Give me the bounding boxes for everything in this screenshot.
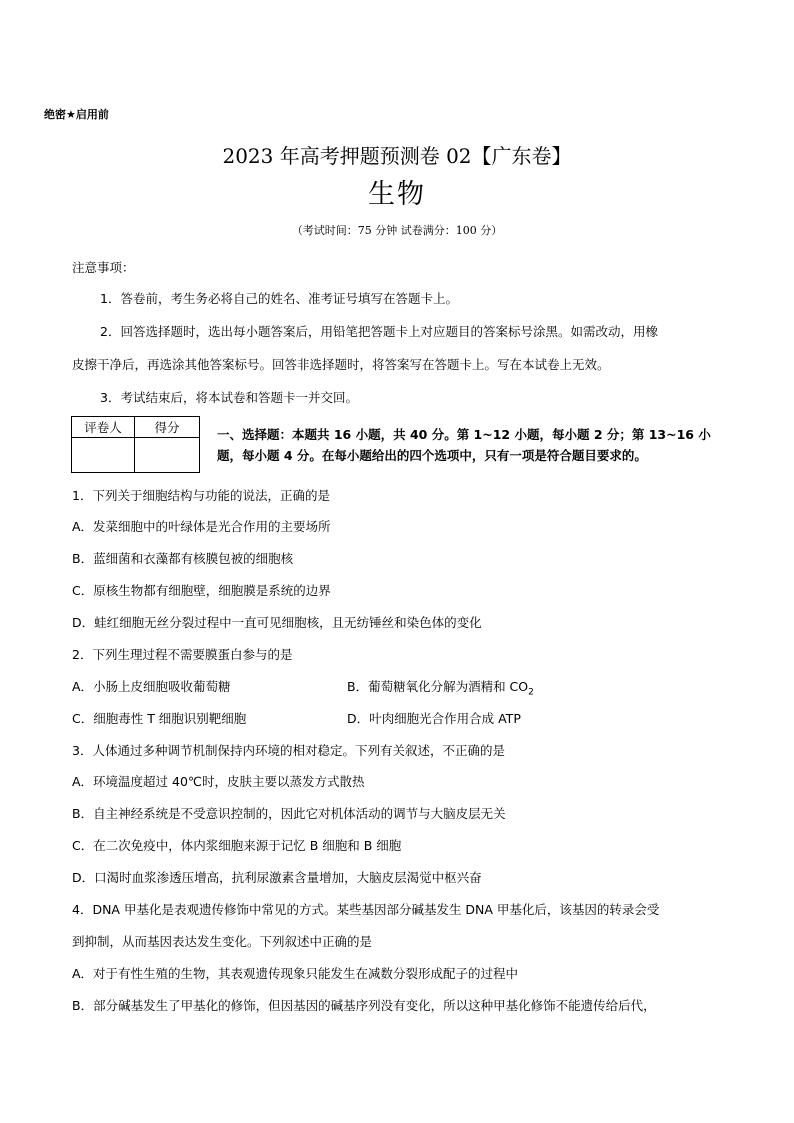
question-option: A．环境温度超过 40℃时，皮肤主要以蒸发方式散热 xyxy=(72,774,365,789)
question-stem-continued: 到抑制，从而基因表达发生变化。下列叙述中正确的是 xyxy=(72,934,373,949)
question-option: D．口渴时血浆渗透压增高，抗利尿激素含量增加，大脑皮层渴觉中枢兴奋 xyxy=(72,870,482,885)
question-stem: 1．下列关于细胞结构与功能的说法，正确的是 xyxy=(72,488,330,503)
question-stem: 2．下列生理过程不需要膜蛋白参与的是 xyxy=(72,647,293,662)
score-table xyxy=(71,416,200,473)
question-option: B．蓝细菌和衣藻都有核膜包被的细胞核 xyxy=(72,551,294,566)
note-item: 1．答卷前，考生务必将自己的姓名、准考证号填写在答题卡上。 xyxy=(100,291,458,306)
question-option: B．自主神经系统是不受意识控制的，因此它对机体活动的调节与大脑皮层无关 xyxy=(72,806,506,821)
question-option: C．原核生物都有细胞壁，细胞膜是系统的边界 xyxy=(72,583,331,598)
subscript: 2 xyxy=(528,687,534,698)
reviewer-header: 评卷人 xyxy=(72,417,135,438)
question-stem: 4．DNA 甲基化是表观遗传修饰中常见的方式。某些基因部分碱基发生 DNA 甲基化后，该基因的转录会受 xyxy=(72,902,660,917)
exam-info: （考试时间：75 分钟 试卷满分：100 分） xyxy=(291,224,503,237)
score-header: 得分 xyxy=(135,417,200,438)
question-option xyxy=(347,677,534,698)
confidential-mark: 绝密★启用前 xyxy=(44,108,109,121)
question-option: C．在二次免疫中，体内浆细胞来源于记忆 B 细胞和 B 细胞 xyxy=(72,838,402,853)
exam-title: 2023 年高考押题预测卷 02【广东卷】 xyxy=(222,144,572,168)
note-item: 3．考试结束后，将本试卷和答题卡一并交回。 xyxy=(100,390,358,405)
note-item: 皮擦干净后，再选涂其他答案标号。回答非选择题时，将答案写在答题卡上。写在本试卷上无效。 xyxy=(72,357,610,372)
option-text: B．葡萄糖氧化分解为酒精和 CO xyxy=(347,679,529,694)
question-option: D．蛙红细胞无丝分裂过程中一直可见细胞核，且无纺锤丝和染色体的变化 xyxy=(72,615,482,630)
question-option: B．部分碱基发生了甲基化的修饰，但因基因的碱基序列没有变化，所以这种甲基化修饰不能遗传给后代， xyxy=(72,998,656,1013)
question-option: A．发菜细胞中的叶绿体是光合作用的主要场所 xyxy=(72,519,331,534)
question-stem: 3．人体通过多种调节机制保持内环境的相对稳定。下列有关叙述，不正确的是 xyxy=(72,743,505,758)
question-option: C．细胞毒性 T 细胞识别靶细胞 xyxy=(72,711,247,726)
note-item: 2．回答选择题时，选出每小题答案后，用铅笔把答题卡上对应题目的答案标号涂黑。如需改动，用橡 xyxy=(100,324,658,339)
question-option: A．小肠上皮细胞吸收葡萄糖 xyxy=(72,679,231,694)
question-option: A．对于有性生殖的生物，其表观遗传现象只能发生在减数分裂形成配子的过程中 xyxy=(72,966,519,981)
question-option: D．叶肉细胞光合作用合成 ATP xyxy=(347,711,521,726)
notes-title: 注意事项： xyxy=(72,260,135,275)
section-heading: 一、选择题：本题共 16 小题，共 40 分。第 1~12 小题，每小题 2 分；第 13~16 小题，每小题 4 分。在每小题给出的四个选项中，只有一项是符合题目要求的。 xyxy=(217,427,711,463)
score-cell xyxy=(135,438,200,473)
reviewer-cell xyxy=(72,438,135,473)
subject-title: 生物 xyxy=(368,179,426,210)
